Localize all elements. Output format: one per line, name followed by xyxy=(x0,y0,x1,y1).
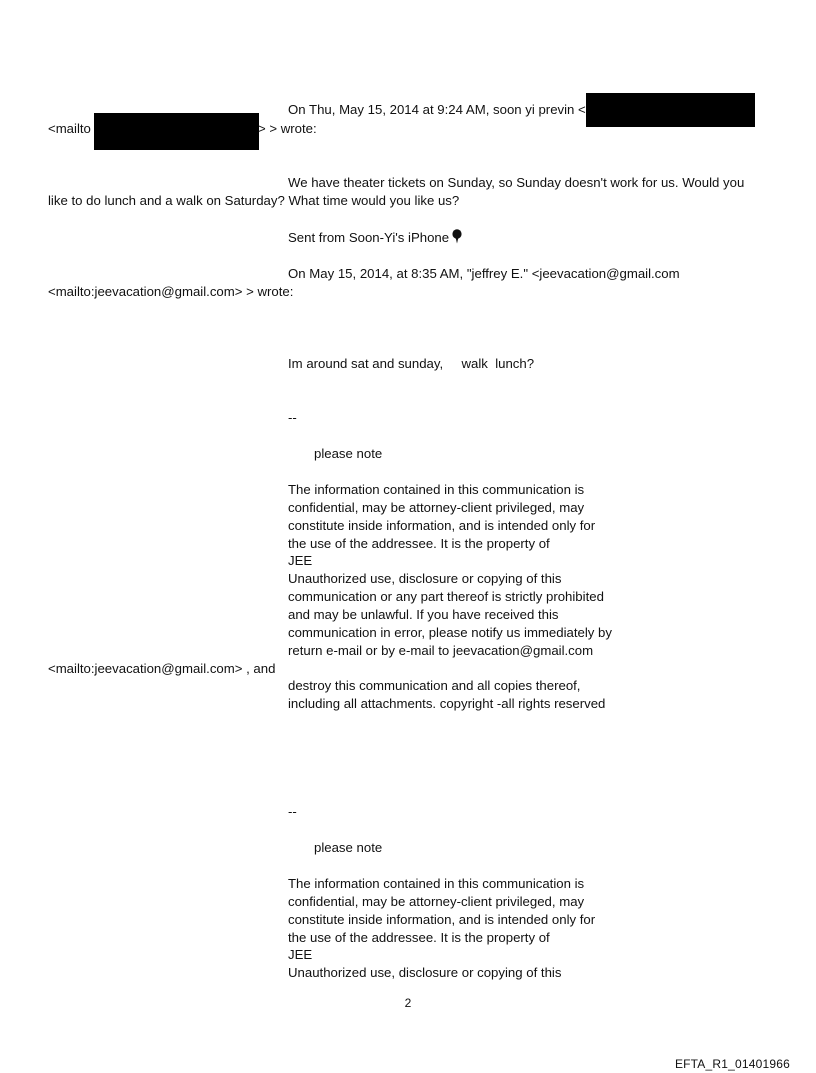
reply-header-mailto: <mailto xyxy=(48,121,91,136)
disclaimer-line: communication or any part thereof is strictly prohibited xyxy=(288,589,604,604)
redaction-box xyxy=(586,93,755,127)
separator: -- xyxy=(288,804,297,819)
reply-body-line2: like to do lunch and a walk on Saturday? What time would you like us? xyxy=(48,193,460,208)
disclaimer-end-line: destroy this communication and all copies thereof, xyxy=(288,678,581,693)
disclaimer-line: constitute inside information, and is intended only for xyxy=(288,518,596,533)
disclaimer-end-line: including all attachments. copyright -all rights reserved xyxy=(288,696,606,711)
disclaimer-line: Unauthorized use, disclosure or copying of this xyxy=(288,965,562,980)
disclaimer-line: the use of the addressee. It is the property of xyxy=(288,930,550,945)
disclaimer-line: The information contained in this communication is xyxy=(288,482,585,497)
disclaimer-line: confidential, may be attorney-client privileged, may xyxy=(288,500,585,515)
disclaimer-line: JEE xyxy=(288,553,313,568)
disclaimer-line: communication in error, please notify us immediately by xyxy=(288,625,612,640)
disclaimer-line: the use of the addressee. It is the property of xyxy=(288,536,550,551)
signature-text: Sent from Soon-Yi's iPhone xyxy=(288,230,450,245)
redaction-box xyxy=(94,113,259,150)
reply-body-line1: We have theater tickets on Sunday, so Sunday doesn't work for us. Would you xyxy=(288,175,745,190)
please-note: please note xyxy=(314,446,383,461)
pin-icon xyxy=(452,229,462,244)
disclaimer-line: The information contained in this communication is xyxy=(288,876,585,891)
separator: -- xyxy=(288,410,297,425)
reply-header-wrote: > > wrote: xyxy=(258,121,317,136)
document-id: EFTA_R1_01401966 xyxy=(674,1057,790,1071)
quoted-header-line2: <mailto:jeevacation@gmail.com> > wrote: xyxy=(48,284,294,299)
quoted-message: Im around sat and sunday, walk lunch? xyxy=(288,356,535,371)
disclaimer-line: return e-mail or by e-mail to jeevacation@gmail.com xyxy=(288,643,594,658)
disclaimer-line: JEE xyxy=(288,947,313,962)
please-note: please note xyxy=(314,840,383,855)
signature xyxy=(288,229,462,247)
quoted-header-line1: On May 15, 2014, at 8:35 AM, "jeffrey E." <jeevacation@gmail.com xyxy=(288,266,680,281)
disclaimer-line: and may be unlawful. If you have received this xyxy=(288,607,559,622)
disclaimer-line: constitute inside information, and is intended only for xyxy=(288,912,596,927)
reply-header-line1: On Thu, May 15, 2014 at 9:24 AM, soon yi previn < xyxy=(288,102,586,117)
page-number: 2 xyxy=(404,996,412,1010)
disclaimer-mailto: <mailto:jeevacation@gmail.com> , and xyxy=(48,661,276,676)
disclaimer-line: confidential, may be attorney-client privileged, may xyxy=(288,894,585,909)
disclaimer-line: Unauthorized use, disclosure or copying of this xyxy=(288,571,562,586)
